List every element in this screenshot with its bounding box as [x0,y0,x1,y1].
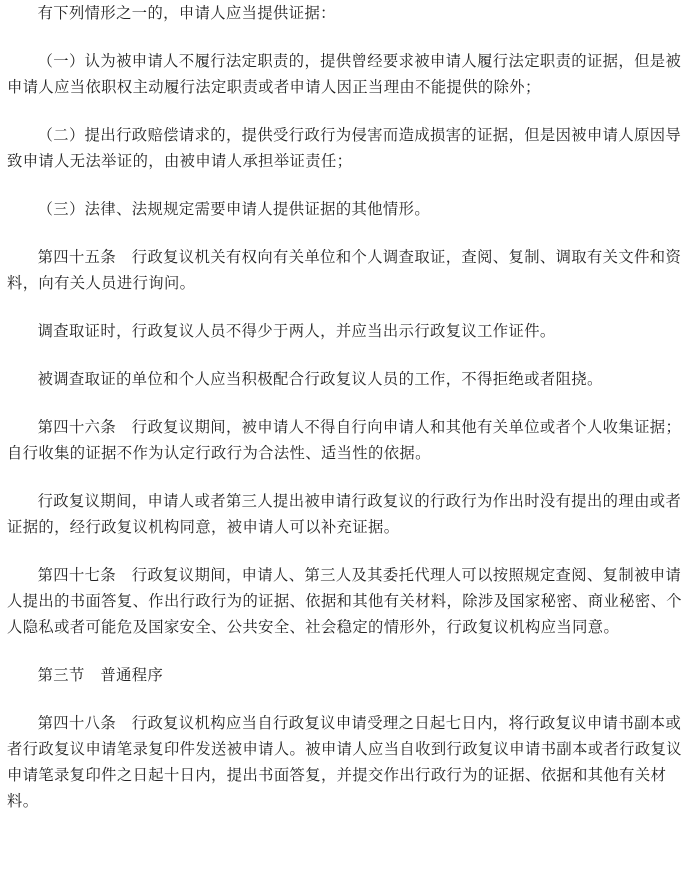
paragraph-article-45-2: 调查取证时，行政复议人员不得少于两人，并应当出示行政复议工作证件。 [37,322,556,340]
paragraph-item-2: （二）提出行政赔偿请求的，提供受行政行为侵害而造成损害的证据，但是因被申请人原因导致申请人无法举证的，由被申请人承担举证责任； [7,126,682,170]
paragraph-article-46-2: 行政复议期间，申请人或者第三人提出被申请行政复议的行政行为作出时没有提出的理由或者证据的，经行政复议机构同意，被申请人可以补充证据。 [7,492,682,536]
paragraph-intro: 有下列情形之一的，申请人应当提供证据： [37,4,336,22]
paragraph-article-46: 第四十六条 行政复议期间，被申请人不得自行向申请人和其他有关单位或者个人收集证据；自行收集的证据不作为认定行政行为合法性、适当性的依据。 [7,418,682,462]
document-body [7,0,689,814]
paragraph-item-1: （一）认为被申请人不履行法定职责的，提供曾经要求被申请人履行法定职责的证据，但是被申请人应当依职权主动履行法定职责或者申请人因正当理由不能提供的除外； [7,52,682,96]
paragraph-article-45-3: 被调查取证的单位和个人应当积极配合行政复议人员的工作，不得拒绝或者阻挠。 [37,370,603,388]
paragraph-article-48: 第四十八条 行政复议机构应当自行政复议申请受理之日起七日内，将行政复议申请书副本或者行政复议申请笔录复印件发送被申请人。被申请人应当自收到行政复议申请书副本或者行政复议申请笔录复印件之日起十日内，提出书面答复，并提交作出行政行为的证据、依据和其他有关材料。 [7,714,682,810]
paragraph-article-45: 第四十五条 行政复议机关有权向有关单位和个人调查取证，查阅、复制、调取有关文件和资料，向有关人员进行询问。 [7,248,682,292]
paragraph-article-47: 第四十七条 行政复议期间，申请人、第三人及其委托代理人可以按照规定查阅、复制被申请人提出的书面答复、作出行政行为的证据、依据和其他有关材料，除涉及国家秘密、商业秘密、个人隐私或者可能危及国家安全、公共安全、社会稳定的情形外，行政复议机构应当同意。 [7,566,682,636]
paragraph-item-3: （三）法律、法规规定需要申请人提供证据的其他情形。 [37,200,431,218]
section-heading: 第三节 普通程序 [37,666,164,684]
